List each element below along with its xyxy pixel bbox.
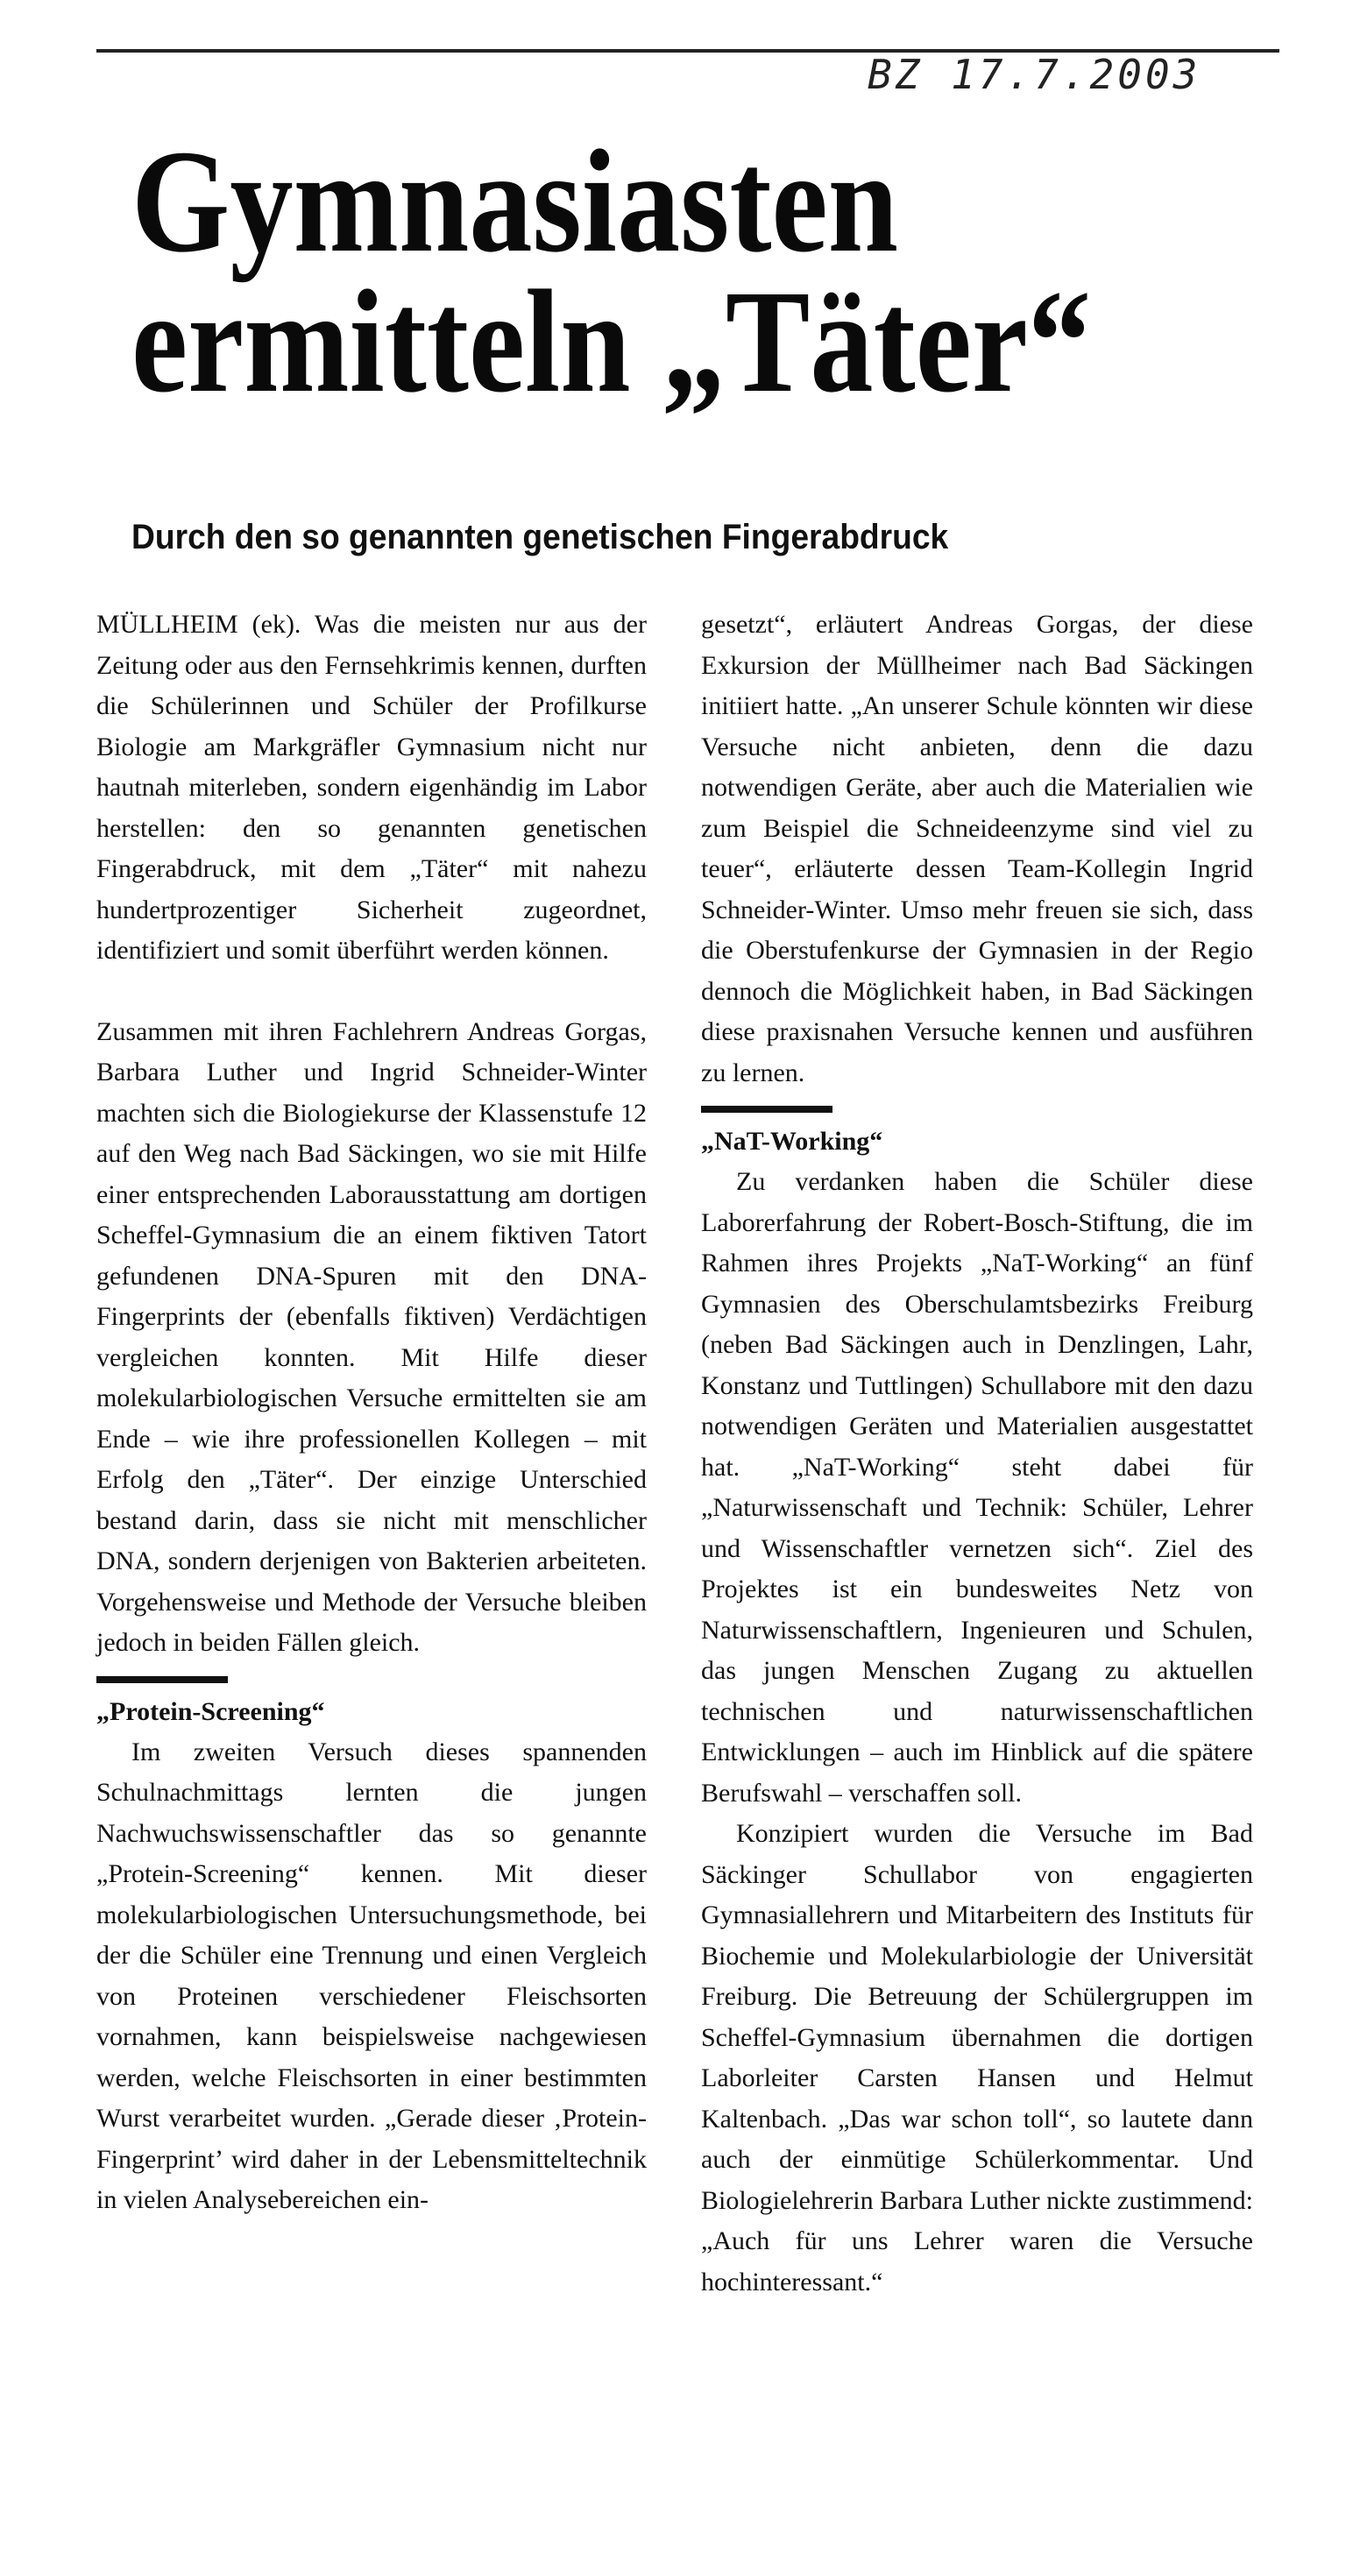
crosshead-protein-screening: „Protein-Screening“ bbox=[96, 1696, 325, 1726]
headline-line-2: ermitteln „Täter“ bbox=[131, 260, 1092, 423]
subheadline: Durch den so genannten genetischen Fingerabdruck bbox=[131, 518, 949, 556]
crosshead-nat-working: „NaT-Working“ bbox=[701, 1127, 883, 1156]
body-paragraph: Zu verdanken haben die Schüler diese Laborerfahrung der Robert-Bosch-Stiftung, die im Rahmen ihres Projekts „NaT-Working“ an fünf Gymnasien des Oberschulamtsbezirks Freiburg (neben Bad Säckingen auch in Denzlingen, Lahr, Konstanz und Tuttlingen) Schullabore mit den dazu notwendigen Geräten und Materialien ausgestattet hat. „NaT-Working“ steht dabei für „Naturwissenschaft und Technik: Schüler, Lehrer und Wissenschaftler vernetzen sich“. Ziel des Projektes ist ein bundesweites Netz von Naturwissenschaftlern, Ingenieuren und Schulen, das jungen Menschen Zugang zu aktuellen technischen und naturwissenschaftlichen Entwicklungen – auch im Hinblick auf die spätere Berufswahl – verschaffen soll. bbox=[701, 1167, 1253, 1808]
body-paragraph: Zusammen mit ihren Fachlehrern Andreas Gorgas, Barbara Luther und Ingrid Schneider-Winter machten sich die Biologiekurse der Klassenstufe 12 auf den Weg nach Bad Säckingen, wo sie mit Hilfe einer entsprechenden Laborausstattung am dortigen Scheffel-Gymnasium die an einem fiktiven Tatort gefundenen DNA-Spuren mit den DNA-Fingerprints der (ebenfalls fiktiven) Verdächtigen vergleichen konnten. Mit Hilfe dieser molekularbiologischen Versuche ermittelten sie am Ende – wie ihre professionellen Kollegen – mit Erfolg den „Täter“. Der einzige Unterschied bestand darin, dass sie nicht mit menschlicher DNA, sondern derjenigen von Bakterien arbeiteten. Vorgehensweise und Methode der Versuche bleiben jedoch in beiden Fällen gleich. bbox=[96, 1016, 647, 1657]
headline-line-1: Gymnasiasten bbox=[131, 120, 898, 283]
body-paragraph: Konzipiert wurden die Versuche im Bad Säckinger Schullabor von engagierten Gymnasiallehrern und Mitarbeitern des Instituts für Biochemie und Molekularbiologie der Universität Freiburg. Die Betreuung der Schülergruppen im Scheffel-Gymnasium übernahmen die dortigen Laborleiter Carsten Hansen und Helmut Kaltenbach. „Das war schon toll“, so lautete dann auch der einmütige Schülerkommentar. Und Biologielehrerin Barbara Luther nickte zustimmend: „Auch für uns Lehrer waren die Versuche hochinteressant.“ bbox=[701, 1819, 1253, 2296]
left-column bbox=[96, 605, 647, 2221]
body-paragraph: Im zweiten Versuch dieses spannenden Schulnachmittags lernten die jungen Nachwuchswissenschaftler das so genannte „Protein-Screening“ kennen. Mit dieser molekularbiologischen Untersuchungsmethode, bei der die Schüler eine Trennung und einen Vergleich von Proteinen verschiedener Fleischsorten vornahmen, kann beispielsweise nachgewiesen werden, welche Fleischsorten in einer bestimmten Wurst verarbeitet wurden. „Gerade dieser ‚Protein-Fingerprint’ wird daher in der Lebensmitteltechnik in vielen Analysebereichen ein- bbox=[96, 1737, 647, 2214]
body-paragraph: gesetzt“, erläutert Andreas Gorgas, der diese Exkursion der Müllheimer nach Bad Säckingen initiiert hatte. „An unserer Schule könnten wir diese Versuche nicht anbieten, denn die dazu notwendigen Geräte, aber auch die Materialien wie zum Beispiel die Schneideenzyme sind viel zu teuer“, erläuterte dessen Team-Kollegin Ingrid Schneider-Winter. Umso mehr freuen sie sich, dass die Oberstufenkurse der Gymnasien in der Regio dennoch die Möglichkeit haben, in Bad Säckingen diese praxisnahen Versuche kennen und ausführen zu lernen. bbox=[701, 610, 1253, 1087]
section-rule bbox=[701, 1106, 832, 1113]
handwritten-date-note: BZ 17.7.2003 bbox=[868, 51, 1201, 98]
intro-paragraph: MÜLLHEIM (ek). Was die meisten nur aus der Zeitung oder aus den Fernsehkrimis kennen, durften die Schülerinnen und Schüler der Profilkurse Biologie am Markgräfler Gymnasium nicht nur hautnah miterleben, sondern eigenhändig im Labor herstellen: den so genannten genetischen Fingerabdruck, mit dem „Täter“ mit nahezu hundertprozentiger Sicherheit zugeordnet, identifiziert und somit überführt werden können. bbox=[96, 610, 647, 965]
right-column bbox=[701, 605, 1253, 2303]
headline bbox=[131, 120, 1096, 423]
section-rule bbox=[96, 1676, 228, 1683]
